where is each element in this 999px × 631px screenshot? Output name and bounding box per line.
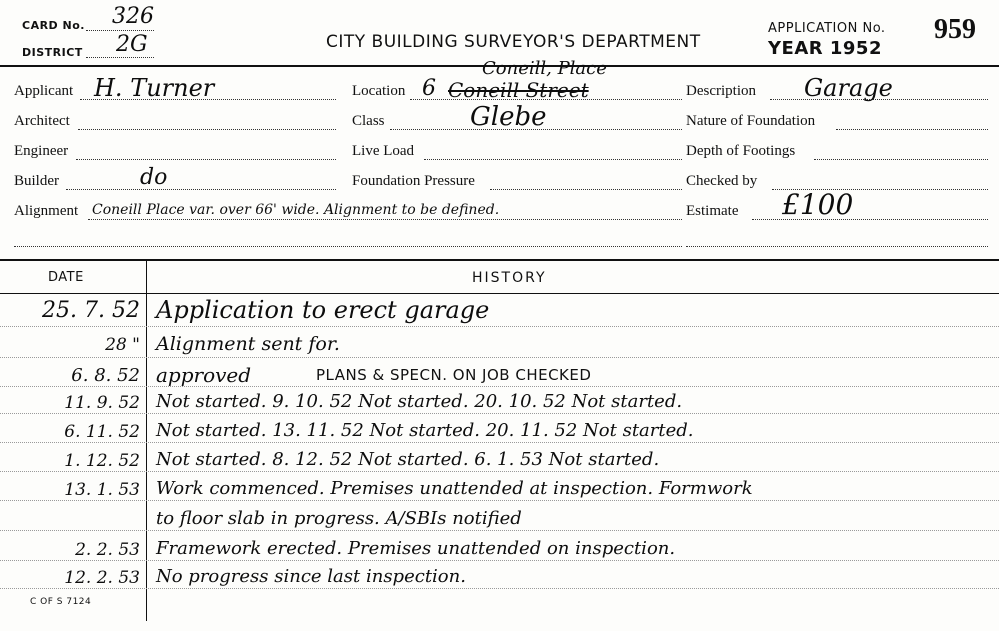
- builder-line: [66, 189, 336, 190]
- engineer-label: Engineer: [14, 143, 69, 159]
- alignment-value: Coneill Place var. over 66' wide. Alignment to be defined.: [92, 202, 500, 218]
- checked-by-label: Checked by: [686, 173, 758, 189]
- history-date: 28 ": [105, 335, 140, 355]
- description-label: Description: [686, 83, 756, 99]
- application-no-label: APPLICATION No.: [768, 21, 886, 36]
- blank-line-left: [14, 246, 682, 247]
- architect-label: Architect: [14, 113, 70, 129]
- alignment-label: Alignment: [14, 203, 79, 219]
- history-entry: Not started. 9. 10. 52 Not started. 20. 10. 52 Not started.: [156, 391, 683, 412]
- class-label: Class: [352, 113, 385, 129]
- district-line: [86, 57, 154, 58]
- history-date: 13. 1. 53: [64, 480, 140, 500]
- history-date: 12. 2. 53: [64, 568, 140, 588]
- department-title: CITY BUILDING SURVEYOR'S DEPARTMENT: [326, 32, 701, 52]
- applicant-label: Applicant: [14, 83, 74, 99]
- depth-of-footings-label: Depth of Footings: [686, 143, 796, 159]
- history-entry-printed: PLANS & SPECN. ON JOB CHECKED: [316, 366, 592, 384]
- row-line: [0, 326, 999, 327]
- row-line: [0, 386, 999, 387]
- nature-of-foundation-label: Nature of Foundation: [686, 113, 816, 129]
- year-label: YEAR 1952: [768, 38, 882, 59]
- history-entry: Work commenced. Premises unattended at inspection. Formwork: [156, 478, 753, 499]
- application-no-value: 959: [934, 14, 976, 45]
- blank-line-right: [686, 246, 988, 247]
- history-entry: Not started. 13. 11. 52 Not started. 20. 11. 52 Not started.: [156, 420, 694, 441]
- history-entry: No progress since last inspection.: [156, 566, 466, 587]
- alignment-line: [88, 219, 682, 220]
- row-line: [0, 560, 999, 561]
- history-header-rule: [0, 293, 999, 294]
- row-line: [0, 530, 999, 531]
- history-date: 6. 11. 52: [64, 422, 140, 442]
- history-entry: Framework erected. Premises unattended on inspection.: [156, 538, 676, 559]
- applicant-value: H. Turner: [94, 74, 215, 102]
- history-entry: Alignment sent for.: [156, 333, 340, 355]
- district-label: DISTRICT: [22, 46, 83, 59]
- location-label: Location: [352, 83, 406, 99]
- row-line: [0, 500, 999, 501]
- description-value: Garage: [804, 74, 893, 102]
- nature-of-foundation-line: [836, 129, 988, 130]
- history-header: HISTORY: [472, 270, 547, 286]
- live-load-label: Live Load: [352, 143, 415, 159]
- row-line: [0, 471, 999, 472]
- row-line: [0, 588, 999, 589]
- district-value: 2G: [116, 32, 148, 57]
- date-header: DATE: [48, 270, 84, 285]
- location-struck-value: Coneill Street: [448, 78, 589, 102]
- form-code: C OF S 7124: [30, 597, 92, 607]
- card-no-line: [86, 30, 154, 31]
- live-load-line: [424, 159, 682, 160]
- foundation-pressure-label: Foundation Pressure: [352, 173, 475, 189]
- card-no-label: CARD No.: [22, 19, 85, 32]
- history-date: 11. 9. 52: [64, 393, 140, 413]
- foundation-pressure-line: [490, 189, 682, 190]
- history-entry: Not started. 8. 12. 52 Not started. 6. 1. 53 Not started.: [156, 449, 660, 470]
- card-no-value: 326: [112, 4, 154, 29]
- history-entry: to floor slab in progress. A/SBIs notified: [156, 508, 522, 529]
- builder-label: Builder: [14, 173, 59, 189]
- builder-value: do: [140, 165, 168, 190]
- row-line: [0, 442, 999, 443]
- history-top-rule: [0, 259, 999, 261]
- estimate-label: Estimate: [686, 203, 739, 219]
- history-date: 25. 7. 52: [42, 298, 140, 323]
- depth-of-footings-line: [814, 159, 988, 160]
- history-date: 1. 12. 52: [64, 451, 140, 471]
- location-corrected-value: Coneill, Place: [482, 58, 607, 79]
- engineer-line: [76, 159, 336, 160]
- estimate-value: £100: [782, 188, 854, 221]
- history-entry: Application to erect garage: [156, 296, 490, 324]
- architect-line: [78, 129, 336, 130]
- date-column-divider: [146, 261, 147, 621]
- history-entry-handwritten: approved: [156, 363, 252, 387]
- row-line: [0, 357, 999, 358]
- history-date: 2. 2. 53: [75, 540, 140, 560]
- class-value: Glebe: [470, 102, 547, 132]
- row-line: [0, 413, 999, 414]
- location-number: 6: [422, 76, 436, 101]
- history-date: 6. 8. 52: [71, 365, 140, 386]
